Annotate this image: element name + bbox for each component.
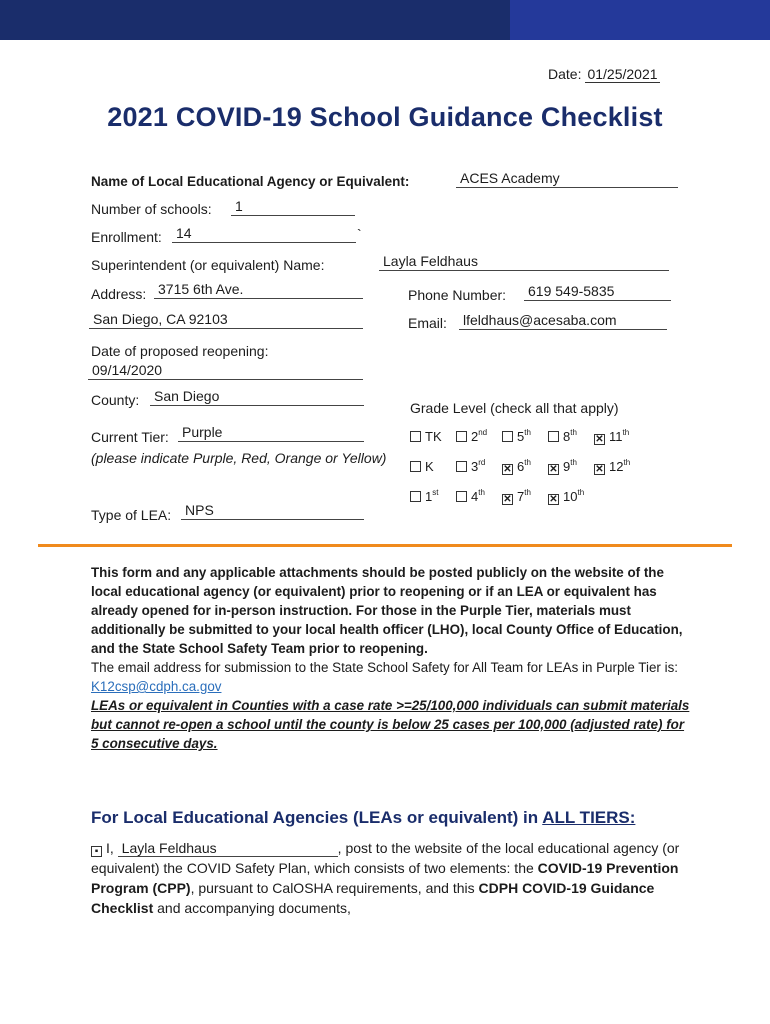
- submission-email-link[interactable]: K12csp@cdph.ca.gov: [91, 679, 222, 694]
- grade-option[interactable]: [456, 458, 485, 474]
- address-line2-field[interactable]: San Diego, CA 92103: [89, 312, 363, 329]
- grade-label: 10: [563, 489, 578, 504]
- tier-field[interactable]: Purple: [178, 425, 364, 442]
- certification-checkbox[interactable]: ▪: [91, 846, 102, 857]
- superintendent-field[interactable]: Layla Feldhaus: [379, 254, 669, 271]
- grade-option[interactable]: [410, 428, 442, 444]
- grade-option[interactable]: [502, 428, 531, 444]
- checkbox[interactable]: [456, 491, 467, 502]
- grade-label: 9: [563, 459, 571, 474]
- grade-option[interactable]: [594, 458, 630, 475]
- phone-label: Phone Number:: [408, 287, 507, 303]
- grade-label: 11: [609, 429, 623, 444]
- certification-text-3: and accompanying documents,: [153, 900, 351, 916]
- checked-checkbox[interactable]: ✕: [503, 494, 512, 505]
- reopen-label: Date of proposed reopening:: [91, 343, 269, 359]
- checked-checkbox[interactable]: ✕: [549, 494, 558, 505]
- grade-option[interactable]: [456, 428, 487, 444]
- grade-label: 1: [425, 489, 433, 504]
- grade-label: TK: [425, 429, 442, 444]
- all-tiers-heading-prefix: For Local Educational Agencies (LEAs or equivalent) in: [91, 808, 543, 827]
- page-title: 2021 COVID-19 School Guidance Checklist: [107, 102, 663, 132]
- all-tiers-heading: [91, 808, 635, 828]
- grade-suffix: th: [524, 488, 531, 497]
- lea-type-label: Type of LEA:: [91, 507, 172, 523]
- grade-suffix: th: [570, 428, 577, 437]
- grade-suffix: th: [570, 458, 577, 467]
- header-band-accent: [510, 0, 770, 40]
- tier-label: Current Tier:: [91, 429, 169, 445]
- enrollment-label: Enrollment:: [91, 229, 162, 245]
- tier-hint: (please indicate Purple, Red, Orange or Yellow): [91, 450, 387, 466]
- email-label: Email:: [408, 315, 447, 331]
- grade-level-heading: Grade Level (check all that apply): [410, 400, 619, 416]
- certification-statement: [91, 838, 691, 918]
- grade-option[interactable]: [410, 458, 434, 474]
- checkbox[interactable]: [410, 431, 421, 442]
- grade-option[interactable]: [594, 428, 629, 445]
- lea-type-field[interactable]: NPS: [181, 503, 364, 520]
- submission-email-text: The email address for submission to the State School Safety for All Team for LEAs in Purple Tier is:: [91, 660, 678, 675]
- schools-label: Number of schools:: [91, 201, 212, 217]
- grade-suffix: nd: [478, 428, 488, 437]
- grade-option[interactable]: [548, 488, 584, 505]
- county-label: County:: [91, 392, 140, 408]
- address-line1-field[interactable]: 3715 6th Ave.: [154, 282, 363, 299]
- grade-label: K: [425, 459, 434, 474]
- grade-label: 3: [471, 459, 479, 474]
- checked-checkbox[interactable]: ✕: [503, 464, 512, 475]
- grade-label: 5: [517, 429, 525, 444]
- schools-field[interactable]: 1: [231, 199, 355, 216]
- posting-notice: [91, 563, 691, 753]
- grade-suffix: th: [524, 458, 531, 467]
- grade-suffix: st: [432, 488, 439, 497]
- checked-checkbox[interactable]: ✕: [595, 434, 604, 445]
- date-field[interactable]: 01/25/2021: [587, 66, 658, 82]
- grade-suffix: rd: [478, 458, 486, 467]
- grade-label: 6: [517, 459, 525, 474]
- checkbox[interactable]: [410, 461, 421, 472]
- grade-option[interactable]: [502, 458, 531, 475]
- checked-checkbox[interactable]: ✕: [549, 464, 558, 475]
- grade-option[interactable]: [548, 458, 577, 475]
- email-field[interactable]: lfeldhaus@acesaba.com: [459, 313, 667, 330]
- grade-label: 4: [471, 489, 479, 504]
- certification-text-1: , post to the website of the local educational agency (or equivalent) the COVID Safety Plan, which consists of two elements: the: [91, 840, 680, 876]
- grade-suffix: th: [524, 428, 531, 437]
- grade-option[interactable]: [548, 428, 577, 444]
- grade-option[interactable]: [502, 488, 531, 505]
- certification-i: I,: [106, 840, 114, 856]
- lea-label: Name of Local Educational Agency or Equivalent:: [91, 174, 410, 189]
- lea-field[interactable]: ACES Academy: [456, 171, 678, 188]
- checkbox[interactable]: [410, 491, 421, 502]
- date-row: [548, 66, 660, 83]
- enrollment-field[interactable]: 14: [172, 226, 356, 243]
- grade-label: 8: [563, 429, 571, 444]
- phone-field[interactable]: 619 549-5835: [524, 284, 671, 301]
- grade-label: 2: [471, 429, 479, 444]
- case-rate-warning: LEAs or equivalent in Counties with a case rate >=25/100,000 individuals can submit materials but cannot re-open a school until the county is below 25 cases per 100,000 (adjusted rate) for 5 consecutive days.: [91, 698, 690, 751]
- grade-option[interactable]: [410, 488, 438, 504]
- checkbox[interactable]: [456, 431, 467, 442]
- certification-name-field[interactable]: Layla Feldhaus: [118, 841, 338, 857]
- grade-suffix: th: [623, 458, 631, 467]
- grade-suffix: th: [478, 488, 485, 497]
- checklist-term: CDPH COVID-19 Guidance Checklist: [91, 880, 655, 916]
- grade-option[interactable]: [456, 488, 485, 504]
- section-divider: [38, 544, 732, 547]
- grade-suffix: th: [577, 488, 585, 497]
- checkbox[interactable]: [502, 431, 513, 442]
- checked-checkbox[interactable]: ✕: [595, 464, 604, 475]
- county-field[interactable]: San Diego: [150, 389, 364, 406]
- checkbox[interactable]: [548, 431, 559, 442]
- grade-label: 7: [517, 489, 525, 504]
- cpp-term: COVID-19 Prevention Program (CPP): [91, 860, 679, 896]
- grade-suffix: th: [622, 428, 630, 437]
- reopen-field[interactable]: 09/14/2020: [88, 363, 363, 380]
- address-label: Address:: [91, 286, 147, 302]
- checkbox[interactable]: [456, 461, 467, 472]
- grade-label: 12: [609, 459, 624, 474]
- superintendent-label: Superintendent (or equivalent) Name:: [91, 257, 325, 273]
- enrollment-mark: `: [357, 226, 362, 242]
- date-label: Date:: [548, 66, 582, 82]
- all-tiers-heading-emph: ALL TIERS:: [542, 808, 636, 827]
- posting-requirement-text: This form and any applicable attachments should be posted publicly on the website of the local educational agency (or equivalent) prior to reopening or if an LEA or equivalent has already opened for in-person instruction. For those in the Purple Tier, materials must additionally be submitted to your local health officer (LHO), local County Office of Education, and the State School Safety Team prior to reopening.: [91, 565, 683, 656]
- certification-text-2: , pursuant to CalOSHA requirements, and this: [190, 880, 479, 896]
